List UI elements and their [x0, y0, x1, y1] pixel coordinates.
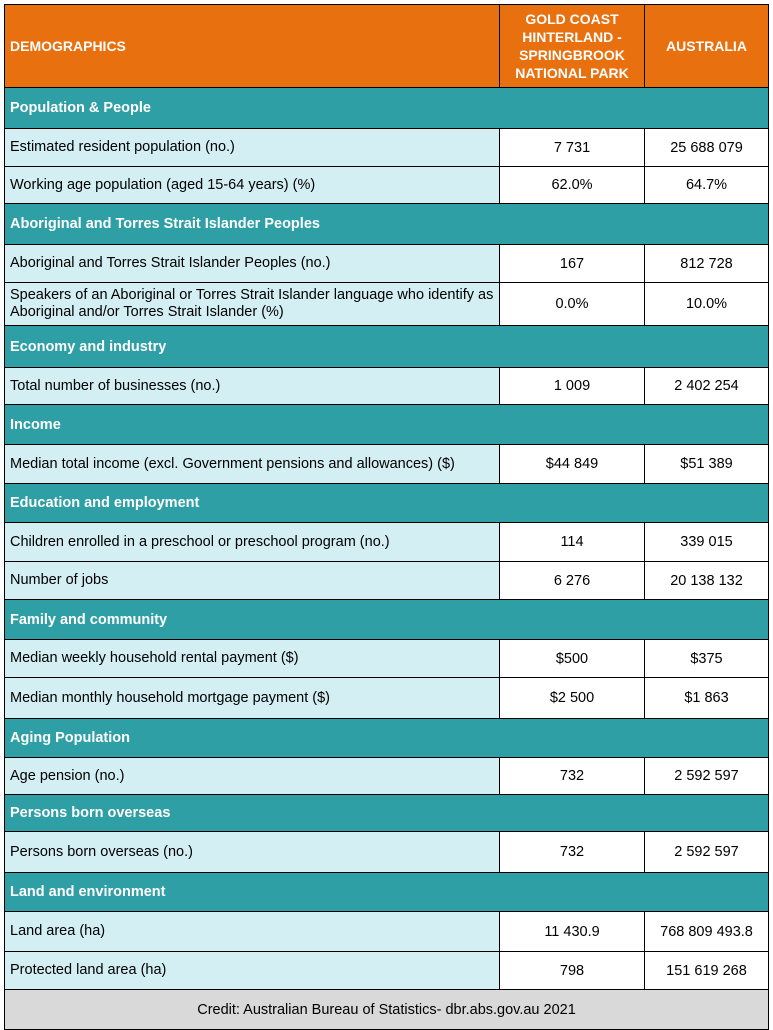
table-row: [5, 368, 769, 405]
region-value: 167: [500, 245, 645, 283]
row-label: Protected land area (ha): [5, 952, 500, 990]
table-row: [5, 678, 769, 719]
table-row: [5, 758, 769, 795]
region-value: 732: [500, 832, 645, 873]
section-row: [5, 873, 769, 912]
row-label: Age pension (no.): [5, 758, 500, 795]
row-label: Median weekly household rental payment ($): [5, 640, 500, 678]
region-value: 798: [500, 952, 645, 990]
australia-value: 2 402 254: [645, 368, 769, 405]
table-body: [5, 88, 769, 1030]
region-value: 11 430.9: [500, 912, 645, 952]
australia-value: 812 728: [645, 245, 769, 283]
section-row: [5, 484, 769, 523]
section-row: [5, 405, 769, 445]
australia-value: 25 688 079: [645, 129, 769, 167]
australia-value: 20 138 132: [645, 562, 769, 600]
region-value: 0.0%: [500, 283, 645, 326]
section-row: [5, 719, 769, 758]
header-row: [5, 5, 769, 88]
australia-value: 64.7%: [645, 167, 769, 204]
australia-value: $1 863: [645, 678, 769, 719]
australia-value: 2 592 597: [645, 832, 769, 873]
section-title: Aging Population: [5, 719, 769, 758]
row-label: Median total income (excl. Government pensions and allowances) ($): [5, 445, 500, 484]
australia-value: 339 015: [645, 523, 769, 562]
section-row: [5, 88, 769, 129]
section-title: Land and environment: [5, 873, 769, 912]
australia-value: $51 389: [645, 445, 769, 484]
row-label: Total number of businesses (no.): [5, 368, 500, 405]
region-value: 732: [500, 758, 645, 795]
section-row: [5, 326, 769, 368]
row-label: Speakers of an Aboriginal or Torres Strait Islander language who identify as Aboriginal and/or Torres Strait Islander (%): [5, 283, 500, 326]
table-row: [5, 283, 769, 326]
credit-text: Credit: Australian Bureau of Statistics- dbr.abs.gov.au 2021: [5, 990, 769, 1030]
region-value: 62.0%: [500, 167, 645, 204]
table-row: [5, 523, 769, 562]
region-value: 7 731: [500, 129, 645, 167]
table-row: [5, 952, 769, 990]
table-row: [5, 245, 769, 283]
australia-value: 2 592 597: [645, 758, 769, 795]
australia-value: $375: [645, 640, 769, 678]
row-label: Aboriginal and Torres Strait Islander Peoples (no.): [5, 245, 500, 283]
table-row: [5, 167, 769, 204]
section-title: Economy and industry: [5, 326, 769, 368]
section-title: Population & People: [5, 88, 769, 129]
row-label: Persons born overseas (no.): [5, 832, 500, 873]
table-row: [5, 640, 769, 678]
demographics-table: [4, 4, 769, 1030]
region-value: 114: [500, 523, 645, 562]
region-value: 1 009: [500, 368, 645, 405]
section-title: Family and community: [5, 600, 769, 640]
row-label: Working age population (aged 15-64 years) (%): [5, 167, 500, 204]
header-australia: AUSTRALIA: [645, 5, 769, 88]
header-region: GOLD COAST HINTERLAND - SPRINGBROOK NATIONAL PARK: [500, 5, 645, 88]
row-label: Estimated resident population (no.): [5, 129, 500, 167]
row-label: Children enrolled in a preschool or preschool program (no.): [5, 523, 500, 562]
section-row: [5, 204, 769, 245]
australia-value: 151 619 268: [645, 952, 769, 990]
region-value: $500: [500, 640, 645, 678]
section-title: Persons born overseas: [5, 795, 769, 832]
row-label: Land area (ha): [5, 912, 500, 952]
table-row: [5, 912, 769, 952]
header-demographics: DEMOGRAPHICS: [5, 5, 500, 88]
table-row: [5, 562, 769, 600]
section-row: [5, 600, 769, 640]
table-row: [5, 445, 769, 484]
section-title: Aboriginal and Torres Strait Islander Peoples: [5, 204, 769, 245]
row-label: Number of jobs: [5, 562, 500, 600]
region-value: $2 500: [500, 678, 645, 719]
australia-value: 768 809 493.8: [645, 912, 769, 952]
section-title: Income: [5, 405, 769, 445]
region-value: 6 276: [500, 562, 645, 600]
table-row: [5, 129, 769, 167]
table-row: [5, 832, 769, 873]
australia-value: 10.0%: [645, 283, 769, 326]
section-title: Education and employment: [5, 484, 769, 523]
region-value: $44 849: [500, 445, 645, 484]
section-row: [5, 795, 769, 832]
row-label: Median monthly household mortgage payment ($): [5, 678, 500, 719]
